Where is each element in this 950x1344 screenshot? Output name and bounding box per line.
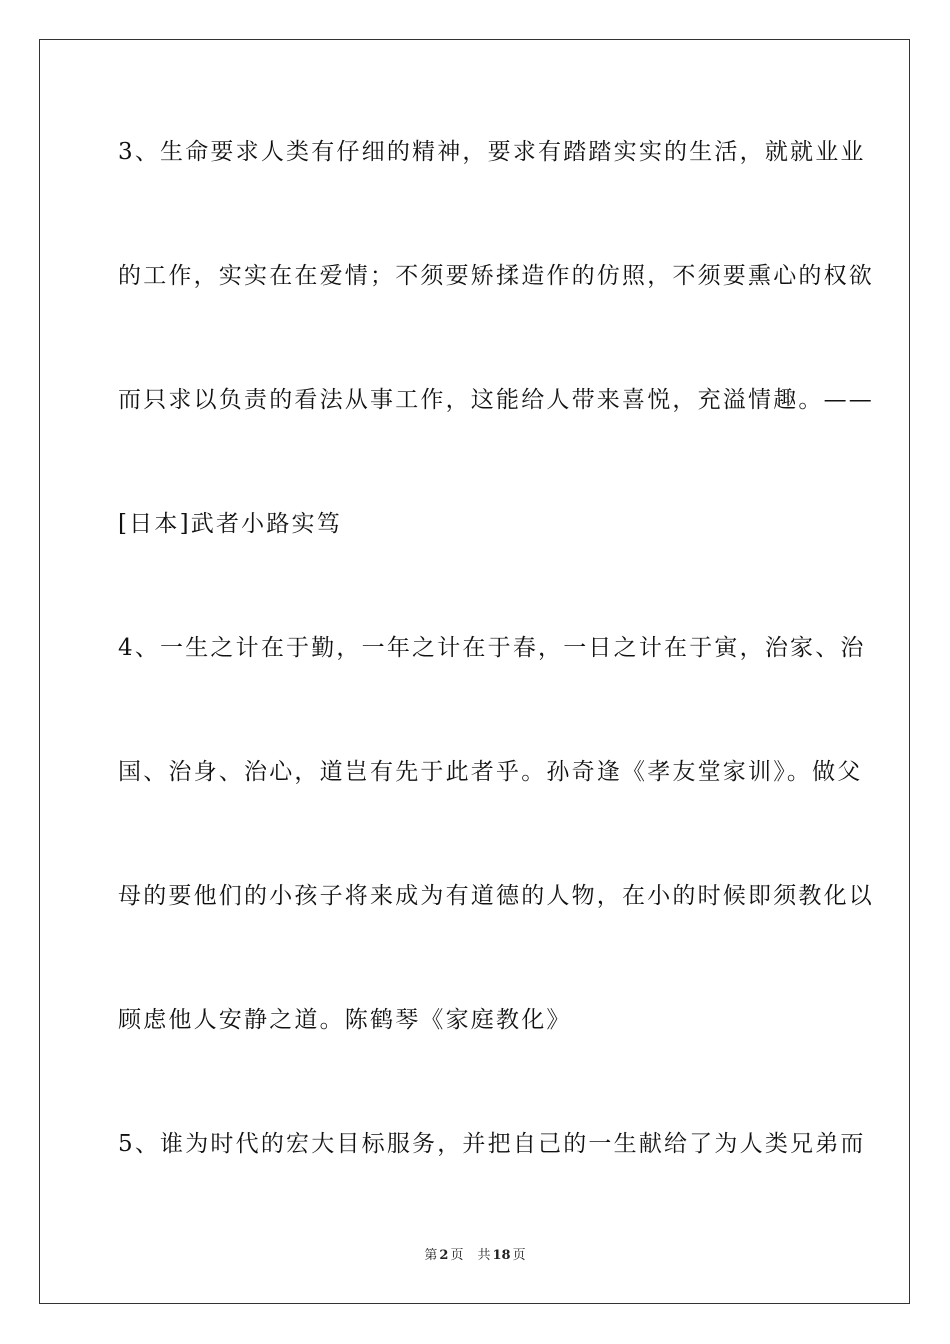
text-line-1: 3、生命要求人类有仔细的精神，要求有踏踏实实的生活，就就业业 [118,139,866,165]
page-suffix: 页 [450,1248,464,1263]
text-line-6: 国、治身、治心，道岂有先于此者乎。孙奇逢《孝友堂家训》。做父 [118,759,863,785]
page-border [39,39,910,1304]
total-pages: 18 [492,1248,511,1263]
page-prefix: 第 [424,1248,438,1263]
text-line-8: 顾虑他人安静之道。陈鹤琴《家庭教化》 [118,1007,572,1033]
text-line-7: 母的要他们的小孩子将来成为有道德的人物，在小的时候即须教化以 [118,883,874,909]
page-footer [0,1247,950,1265]
text-line-2: 的工作，实实在在爱情；不须要矫揉造作的仿照，不须要熏心的权欲 [118,263,874,289]
total-suffix: 页 [512,1248,526,1263]
text-line-9: 5、谁为时代的宏大目标服务，并把自己的一生献给了为人类兄弟而 [118,1131,866,1157]
total-prefix: 共 [477,1248,491,1263]
text-line-4: [日本]武者小路实笃 [118,511,342,537]
text-line-3: 而只求以负责的看法从事工作，这能给人带来喜悦，充溢情趣。—— [118,387,874,413]
page-number: 2 [439,1248,449,1263]
text-line-5: 4、一生之计在于勤，一年之计在于春，一日之计在于寅，治家、治 [118,635,866,661]
